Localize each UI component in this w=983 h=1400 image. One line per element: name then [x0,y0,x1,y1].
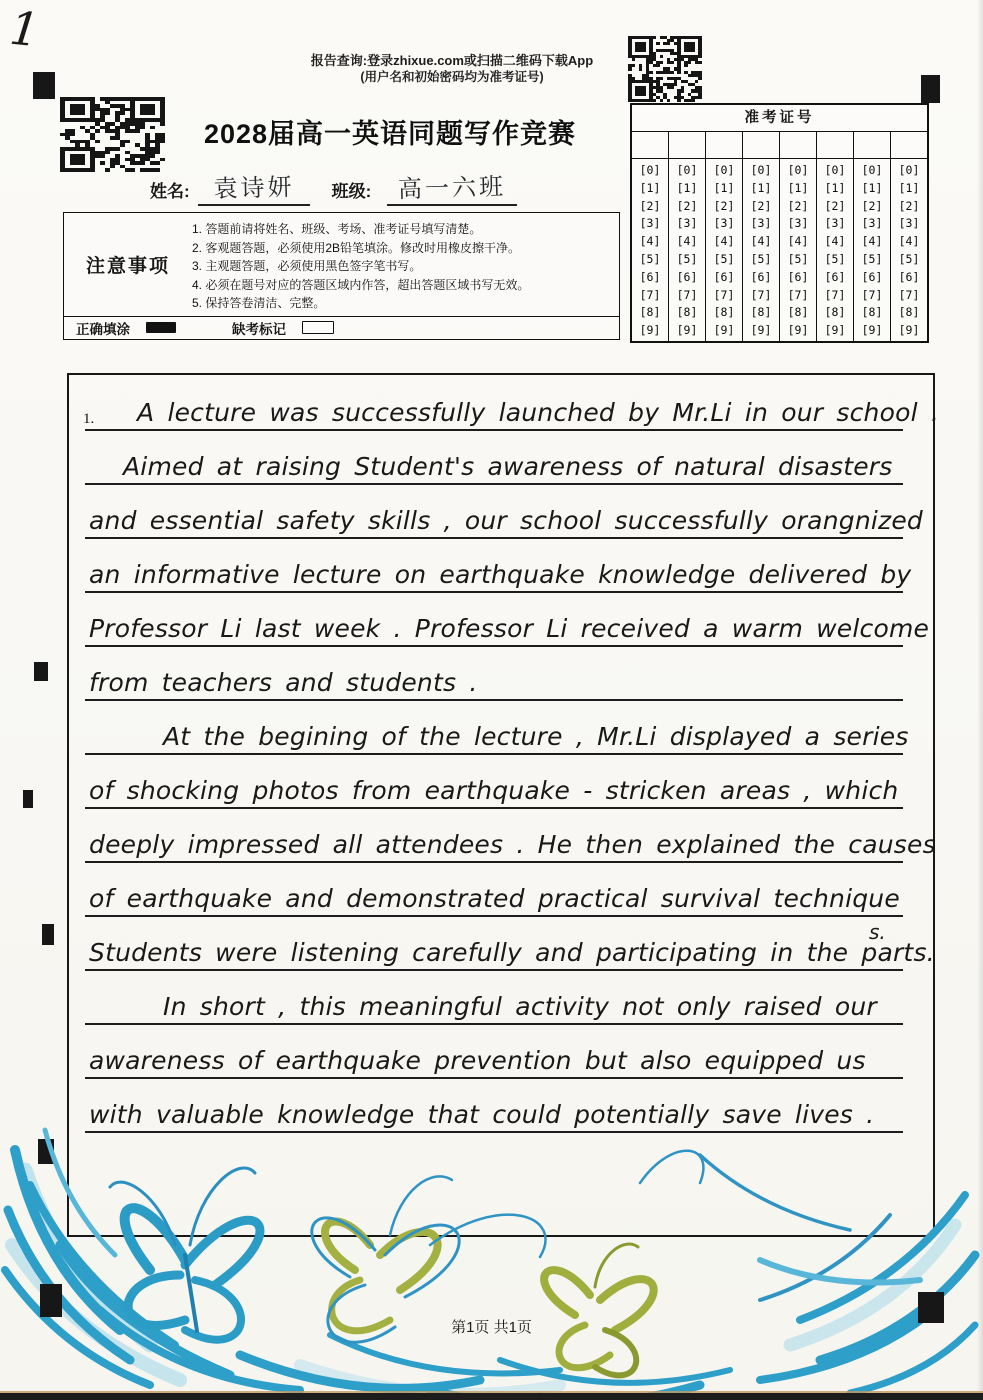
scan-edge-artifact [0,1393,983,1400]
class-label: 班级: [331,182,372,201]
essay-line [85,377,940,431]
handwritten-essay-text: A lecture was successfully launched by Mr.Li in our school . [137,398,940,427]
handwritten-essay-text: an informative lecture on earthquake knowledge delivered by [89,560,912,589]
digit-bubble: [7] [898,287,920,302]
notice-footer [64,316,619,339]
handwritten-name: 袁诗妍 [212,173,295,204]
digit-bubble: [2] [787,198,809,213]
essay-line [85,431,903,485]
digit-bubble: [1] [861,180,883,195]
digit-bubble: [8] [639,305,661,320]
report-line-1: 报告查询:登录zhixue.com或扫描二维码下载App [310,53,594,68]
report-instructions [252,52,652,86]
digit-bubble: [5] [787,251,809,266]
handwritten-essay-text: Students were listening carefully and participating in the parts. [89,938,935,967]
handwritten-essay-text: of shocking photos from earthquake - stricken areas , which [89,776,899,805]
exam-grid-column [779,159,816,341]
exam-number-write-cell [816,132,853,158]
digit-bubble: [9] [713,323,735,338]
registration-mark [23,790,33,808]
registration-mark [921,75,940,103]
class-field [387,168,517,206]
registration-mark [33,72,55,99]
digit-bubble: [7] [861,287,883,302]
handwritten-essay-text: from teachers and students . [89,668,478,697]
digit-bubble: [8] [787,305,809,320]
exam-grid-bubbles [632,159,927,341]
notice-title: 注意事项 [85,255,170,277]
digit-bubble: [1] [824,180,846,195]
handwritten-class: 高一六班 [398,173,507,204]
digit-bubble: [2] [824,198,846,213]
digit-bubble: [5] [639,251,661,266]
handwritten-essay-text: and essential safety skills , our school successfully orangnized [89,506,923,535]
digit-bubble: [5] [676,251,698,266]
digit-bubble: [5] [713,251,735,266]
digit-bubble: [1] [676,180,698,195]
essay-lines [85,377,940,1133]
handwritten-essay-text: deeply impressed all attendees . He then explained the causes [89,830,936,859]
digit-bubble: [1] [750,180,772,195]
digit-bubble: [0] [639,163,661,177]
digit-bubble: [6] [824,269,846,284]
exam-grid-column [705,159,742,341]
digit-bubble: [0] [824,163,846,177]
digit-bubble: [6] [898,269,920,284]
qr-code [628,36,702,102]
digit-bubble: [8] [713,305,735,320]
question-number: 1. [83,411,95,427]
exam-grid-column [890,159,927,341]
digit-bubble: [9] [787,323,809,338]
digit-bubble: [1] [639,180,661,195]
digit-bubble: [1] [787,180,809,195]
digit-bubble: [4] [713,234,735,249]
essay-line [85,917,935,971]
digit-bubble: [3] [861,216,883,231]
notice-box [63,212,620,340]
digit-bubble: [5] [898,251,920,266]
digit-bubble: [9] [750,323,772,338]
exam-grid-blank-row [632,132,927,159]
digit-bubble: [7] [750,287,772,302]
handwritten-essay-text: In short , this meaningful activity not only raised our [163,992,877,1021]
essay-line [85,863,903,917]
exam-grid-column [816,159,853,341]
digit-bubble: [5] [750,251,772,266]
page-footer: 第1页 共1页 [451,1319,532,1336]
notice-item-list [192,213,619,316]
digit-bubble: [7] [676,287,698,302]
exam-number-write-cell [705,132,742,158]
digit-bubble: [7] [639,287,661,302]
exam-number-write-cell [632,132,668,158]
report-line-2: (用户名和初始密码均为准考证号) [360,70,544,84]
digit-bubble: [8] [898,305,920,320]
digit-bubble: [4] [824,234,846,249]
registration-mark [42,924,54,945]
digit-bubble: [7] [787,287,809,302]
filled-mark-swatch [146,322,176,333]
digit-bubble: [3] [676,216,698,231]
digit-bubble: [6] [861,269,883,284]
handwritten-essay-text: with valuable knowledge that could potentially save lives . [89,1100,875,1129]
exam-number-write-cell [779,132,816,158]
essay-line [85,755,903,809]
page-title: 2028届高一英语同题写作竞赛 [203,119,577,149]
digit-bubble: [4] [898,234,920,249]
digit-bubble: [4] [861,234,883,249]
handwritten-corner-number: 1 [7,0,43,58]
digit-bubble: [7] [713,287,735,302]
essay-line [85,1025,903,1079]
essay-line [85,809,936,863]
digit-bubble: [3] [824,216,846,231]
essay-line [85,593,930,647]
digit-bubble: [8] [861,305,883,320]
digit-bubble: [2] [676,198,698,213]
digit-bubble: [2] [713,198,735,213]
handwritten-essay-text: At the begining of the lecture , Mr.Li displayed a series [163,722,909,751]
exam-grid-title: 准考证号 [632,105,927,132]
digit-bubble: [3] [639,216,661,231]
digit-bubble: [6] [713,269,735,284]
digit-bubble: [0] [750,163,772,177]
digit-bubble: [2] [639,198,661,213]
exam-number-write-cell [853,132,890,158]
digit-bubble: [0] [787,163,809,177]
notice-item: 3. 主观题答题，必须使用黑色签字笔书写。 [192,259,422,274]
handwritten-essay-text: of earthquake and demonstrated practical survival technique [89,884,900,913]
correct-fill-label: 正确填涂 [76,321,130,337]
digit-bubble: [1] [713,180,735,195]
digit-bubble: [9] [676,323,698,338]
digit-bubble: [4] [639,234,661,249]
digit-bubble: [6] [676,269,698,284]
digit-bubble: [0] [676,163,698,177]
digit-bubble: [3] [713,216,735,231]
exam-grid-column [632,159,668,341]
student-info-row [150,168,517,206]
digit-bubble: [2] [861,198,883,213]
exam-grid-column [742,159,779,341]
essay-line [85,701,909,755]
digit-bubble: [9] [824,323,846,338]
digit-bubble: [9] [639,323,661,338]
digit-bubble: [0] [861,163,883,177]
digit-bubble: [1] [898,180,920,195]
notice-item: 1. 答题前请将姓名、班级、考场、准考证号填写清楚。 [192,222,482,236]
name-field [198,168,310,206]
notice-item: 4. 必须在题号对应的答题区域内作答，超出答题区域书写无效。 [192,277,530,292]
digit-bubble: [8] [676,305,698,320]
essay-line [85,485,923,539]
digit-bubble: [4] [787,234,809,249]
absent-mark-label: 缺考标记 [232,321,286,337]
essay-line [85,971,903,1025]
notice-item: 2. 客观题答题，必须使用2B铅笔填涂。修改时用橡皮擦干净。 [192,240,521,255]
empty-mark-swatch [302,321,334,334]
registration-mark [34,662,48,681]
exam-grid-column [853,159,890,341]
digit-bubble: [6] [750,269,772,284]
digit-bubble: [9] [898,323,920,338]
digit-bubble: [6] [639,269,661,284]
digit-bubble: [9] [861,323,883,338]
handwritten-essay-text: Professor Li last week . Professor Li received a warm welcome [89,614,930,643]
essay-line [85,647,903,701]
digit-bubble: [3] [750,216,772,231]
digit-bubble: [2] [750,198,772,213]
notice-item: 5. 保持答卷清洁、完整。 [192,296,326,311]
digit-bubble: [0] [898,163,920,177]
handwritten-essay-text: Aimed at raising Student's awareness of natural disasters [123,452,893,481]
exam-number-write-cell [668,132,705,158]
exam-number-write-cell [890,132,927,158]
watercolor-decoration [0,1095,983,1400]
digit-bubble: [7] [824,287,846,302]
digit-bubble: [3] [898,216,920,231]
exam-grid-column [668,159,705,341]
name-label: 姓名: [150,182,190,201]
digit-bubble: [5] [861,251,883,266]
essay-line [85,539,912,593]
registration-mark [40,1284,62,1317]
digit-bubble: [4] [750,234,772,249]
digit-bubble: [5] [824,251,846,266]
digit-bubble: [8] [750,305,772,320]
exam-number-write-cell [742,132,779,158]
digit-bubble: [0] [713,163,735,177]
digit-bubble: [8] [824,305,846,320]
digit-bubble: [4] [676,234,698,249]
handwritten-essay-text: awareness of earthquake prevention but also equipped us [89,1046,866,1075]
digit-bubble: [6] [787,269,809,284]
digit-bubble: [2] [898,198,920,213]
essay-overflow-text: s. [869,920,886,944]
exam-number-grid [630,103,929,343]
digit-bubble: [3] [787,216,809,231]
